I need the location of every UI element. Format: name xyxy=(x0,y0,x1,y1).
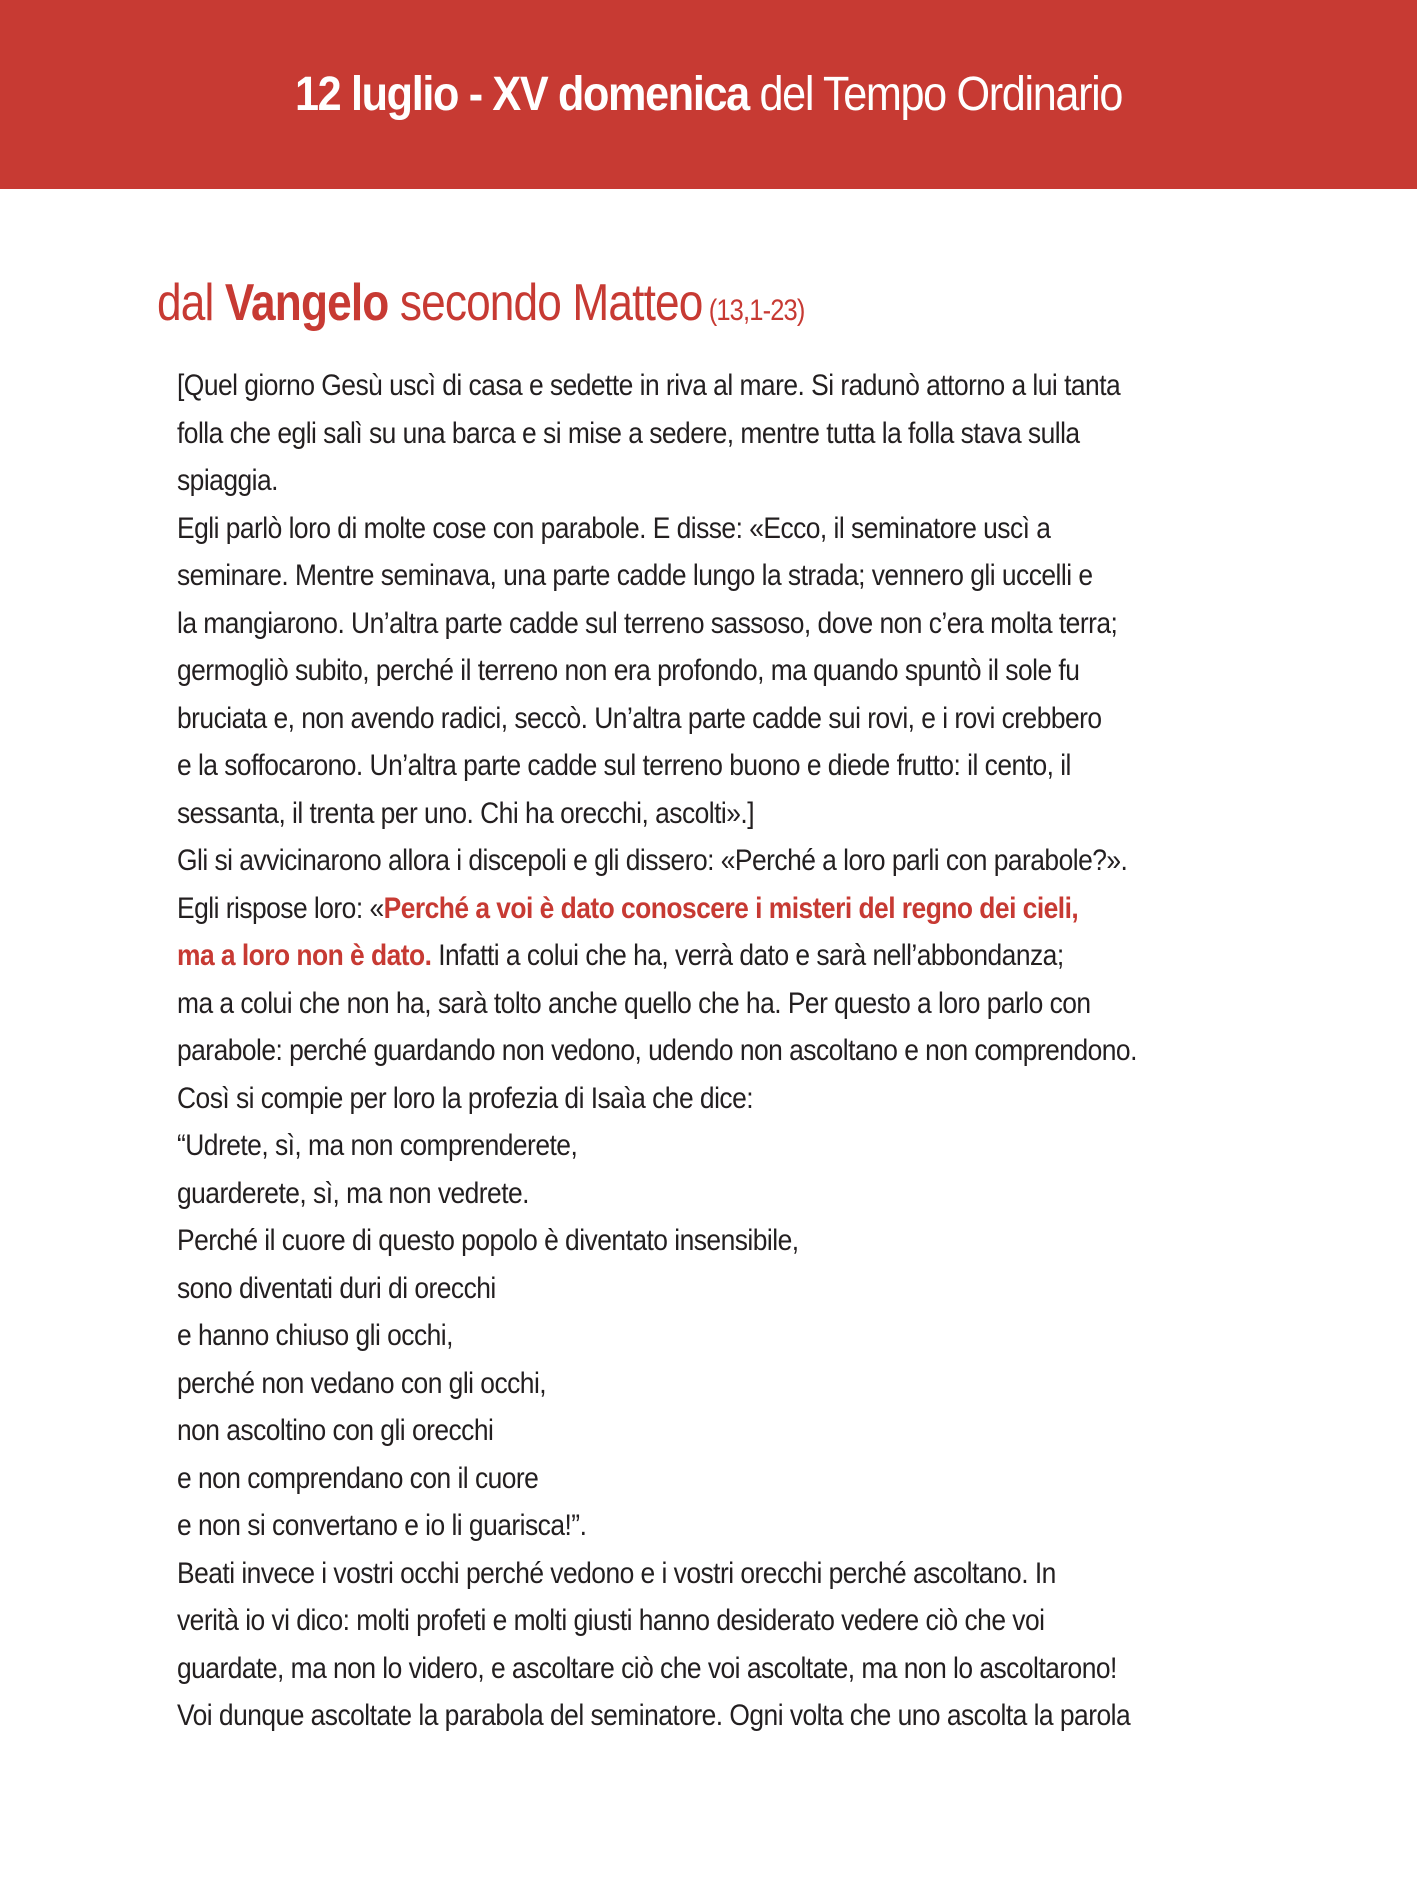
text-line: Così si compie per loro la profezia di Isaìa che dice: xyxy=(177,1081,754,1115)
text-line: guarderete, sì, ma non vedrete. xyxy=(177,1176,529,1210)
gospel-text xyxy=(177,362,1267,1740)
text-line: perché non vedano con gli occhi, xyxy=(177,1366,547,1400)
text-line: Voi dunque ascoltate la parabola del seminatore. Ogni volta che uno ascolta la parola xyxy=(177,1699,1131,1732)
heading-middle: secondo Matteo xyxy=(388,274,703,332)
highlight-text: ma a loro non è dato. xyxy=(177,939,432,972)
text-line: guardate, ma non lo videro, e ascoltare ciò che voi ascoltate, ma non lo ascoltarono! xyxy=(177,1651,1117,1685)
text-line: la mangiarono. Un’altra parte cadde sul terreno sassoso, dove non c’era molta terra; xyxy=(177,606,1118,640)
text-line-highlight xyxy=(177,885,1136,933)
title-rest: del Tempo Ordinario xyxy=(748,68,1123,121)
text-line: Gli si avvicinarono allora i discepoli e gli dissero: «Perché a loro parli con parabole?». xyxy=(177,844,1128,877)
highlight-text: Perché a voi è dato conoscere i misteri del regno dei cieli, xyxy=(383,891,1079,925)
heading-bold: Vangelo xyxy=(224,274,389,332)
section-heading xyxy=(157,270,805,344)
text-line: Perché il cuore di questo popolo è diventato insensibile, xyxy=(177,1224,799,1257)
heading-prefix: dal xyxy=(157,274,225,332)
text-line: sessanta, il trenta per uno. Chi ha orecchi, ascolti».] xyxy=(177,796,755,830)
text-line: ma a colui che non ha, sarà tolto anche quello che ha. Per questo a loro parlo con xyxy=(177,986,1091,1020)
text-line: bruciata e, non avendo radici, seccò. Un’altra parte cadde sui rovi, e i rovi crebbero xyxy=(177,701,1102,735)
text-line-highlight xyxy=(177,932,1136,980)
text-line: Egli parlò loro di molte cose con parabole. E disse: «Ecco, il seminatore uscì a xyxy=(177,511,1051,545)
text-line: sono diventati duri di orecchi xyxy=(177,1271,496,1305)
text-line: parabole: perché guardando non vedono, udendo non ascoltano e non comprendono. xyxy=(177,1034,1137,1067)
text-line: seminare. Mentre seminava, una parte cadde lungo la strada; vennero gli uccelli e xyxy=(177,559,1093,592)
text-line: germogliò subito, perché il terreno non era profondo, ma quando spuntò il sole fu xyxy=(177,654,1080,687)
text-line: e hanno chiuso gli occhi, xyxy=(177,1319,453,1352)
text-line: folla che egli salì su una barca e si mise a sedere, mentre tutta la folla stava sulla xyxy=(177,416,1080,450)
text-line: Beati invece i vostri occhi perché vedono e i vostri orecchi perché ascoltano. In xyxy=(177,1556,1056,1590)
text-line: “Udrete, sì, ma non comprenderete, xyxy=(177,1129,578,1162)
text-line: e non comprendano con il cuore xyxy=(177,1461,539,1495)
page-title xyxy=(71,0,1346,189)
title-date: 12 luglio - XV domenica xyxy=(294,68,749,121)
text-segment: Egli rispose loro: « xyxy=(177,891,384,925)
text-line: e non si convertano e io li guarisca!”. xyxy=(177,1509,587,1542)
heading-reference: (13,1-23) xyxy=(702,294,805,327)
text-line: e la soffocarono. Un’altra parte cadde sul terreno buono e diede frutto: il cento, il xyxy=(177,749,1071,782)
text-segment: Infatti a colui che ha, verrà dato e sarà nell’abbondanza; xyxy=(431,939,1064,972)
text-line: [Quel giorno Gesù uscì di casa e sedette in riva al mare. Si radunò attorno a lui tanta xyxy=(177,369,1121,402)
text-line: spiaggia. xyxy=(177,464,278,497)
text-line: verità io vi dico: molti profeti e molti giusti hanno desiderato vedere ciò che voi xyxy=(177,1604,1045,1637)
text-line: non ascoltino con gli orecchi xyxy=(177,1414,494,1447)
